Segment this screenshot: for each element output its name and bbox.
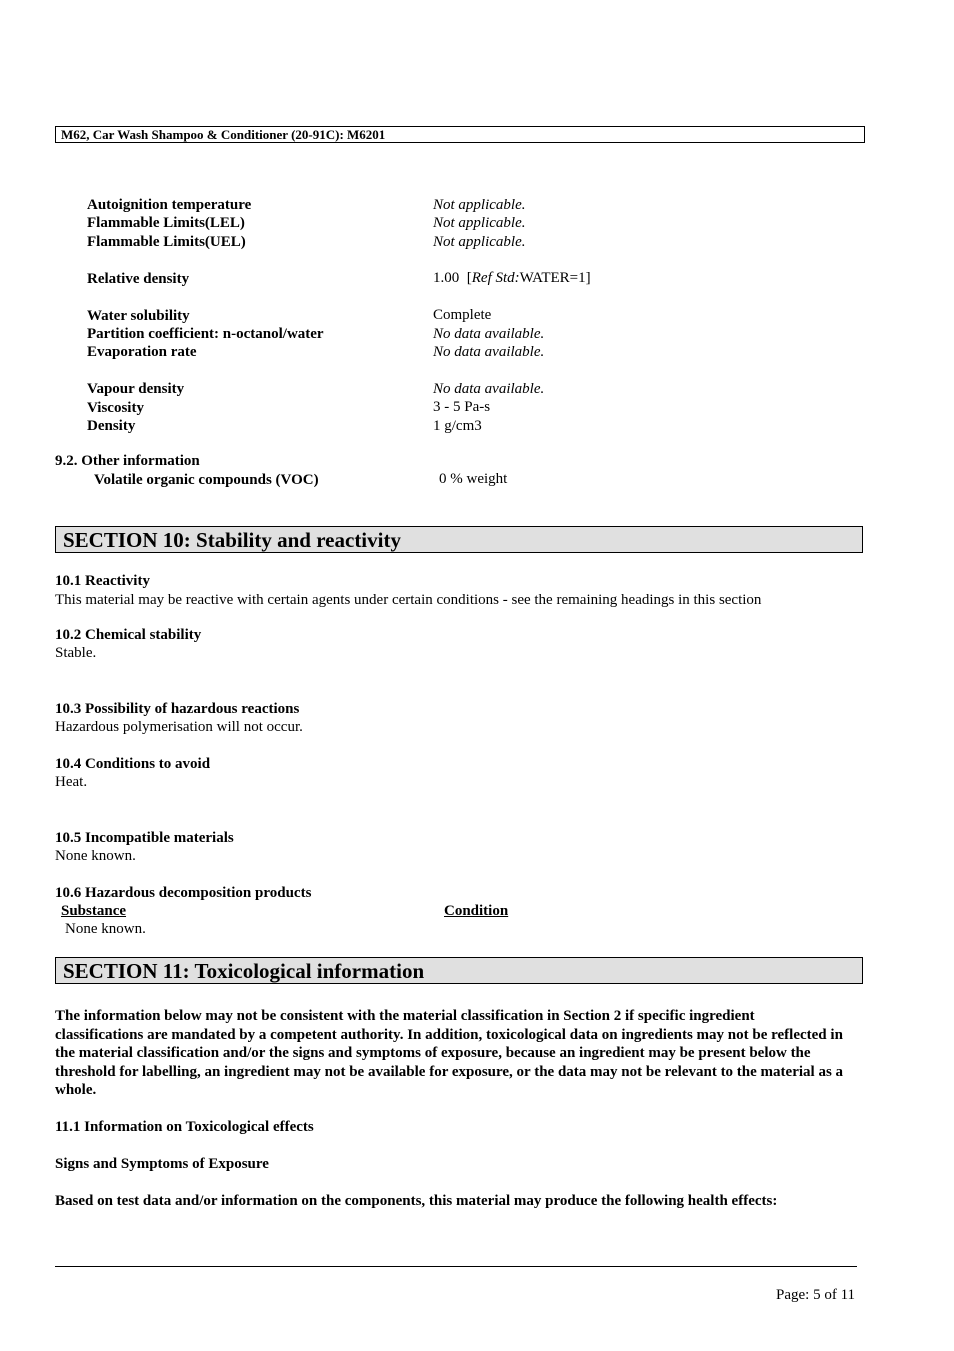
- health-effects-text: Based on test data and/or information on the components, this material may produce the following health effects:: [55, 1193, 778, 1209]
- vapour-density-value: No data available.: [433, 381, 545, 397]
- other-info-heading: 9.2. Other information: [55, 453, 200, 469]
- document-header: [55, 126, 865, 143]
- signs-symptoms-heading: Signs and Symptoms of Exposure: [55, 1156, 269, 1172]
- density-value: 1 g/cm3: [433, 418, 482, 434]
- water-solubility-label: Water solubility: [87, 308, 190, 324]
- partition-coefficient-value: No data available.: [433, 326, 545, 342]
- conditions-to-avoid-text: Heat.: [55, 774, 88, 790]
- autoignition-label: Autoignition temperature: [87, 197, 252, 213]
- flammable-lel-label: Flammable Limits(LEL): [87, 215, 245, 231]
- water-solubility-value: Complete: [433, 307, 492, 323]
- evaporation-rate-label: Evaporation rate: [87, 344, 197, 360]
- autoignition-value: Not applicable.: [433, 197, 526, 213]
- voc-value: 0 % weight: [439, 471, 508, 487]
- relative-density-value: 1.00 [Ref Std:WATER=1]: [433, 270, 591, 286]
- flammable-uel-label: Flammable Limits(UEL): [87, 234, 246, 250]
- substance-column-header: Substance: [61, 903, 127, 919]
- condition-column-header: Condition: [444, 903, 509, 919]
- decomposition-row-value: None known.: [65, 921, 146, 937]
- page-number: Page: 5 of 11: [776, 1287, 856, 1303]
- incompatible-materials-heading: 10.5 Incompatible materials: [55, 830, 234, 846]
- chemical-stability-text: Stable.: [55, 645, 97, 661]
- hazardous-reactions-text: Hazardous polymerisation will not occur.: [55, 719, 303, 735]
- toxicology-intro: The information below may not be consistent with the material classification in Section 2 if specific ingredient classifications are mandated by a competent authority. In addition, toxicological data on ingredients may not be reflected in the material classification and/or the signs and symptoms of exposure, because an ingredient may be present below the threshold for labelling, an ingredient may not be available for exposure, or the data may not be relevant to the material as a whole.: [55, 1008, 844, 1099]
- viscosity-label: Viscosity: [87, 400, 144, 416]
- toxicological-effects-heading: 11.1 Information on Toxicological effects: [55, 1119, 314, 1135]
- section-10-header: [55, 526, 863, 553]
- decomposition-heading: 10.6 Hazardous decomposition products: [55, 885, 312, 901]
- evaporation-rate-value: No data available.: [433, 344, 545, 360]
- vapour-density-label: Vapour density: [87, 381, 185, 397]
- chemical-stability-heading: 10.2 Chemical stability: [55, 627, 202, 643]
- incompatible-materials-text: None known.: [55, 848, 136, 864]
- conditions-to-avoid-heading: 10.4 Conditions to avoid: [55, 756, 211, 772]
- section-10-title: SECTION 10: Stability and reactivity: [63, 528, 401, 552]
- reactivity-text: This material may be reactive with certain agents under certain conditions - see the remaining headings in this section: [55, 592, 762, 608]
- section-11-title: SECTION 11: Toxicological information: [63, 959, 425, 983]
- flammable-uel-value: Not applicable.: [433, 234, 526, 250]
- density-label: Density: [87, 418, 136, 434]
- product-title: M62, Car Wash Shampoo & Conditioner (20-91C): M6201: [61, 127, 386, 142]
- partition-coefficient-label: Partition coefficient: n-octanol/water: [87, 326, 324, 342]
- flammable-lel-value: Not applicable.: [433, 215, 526, 231]
- section-11-header: [55, 957, 863, 984]
- hazardous-reactions-heading: 10.3 Possibility of hazardous reactions: [55, 701, 300, 717]
- relative-density-label: Relative density: [87, 271, 190, 287]
- footer-divider: [55, 1266, 857, 1267]
- viscosity-value: 3 - 5 Pa-s: [433, 399, 491, 415]
- reactivity-heading: 10.1 Reactivity: [55, 573, 150, 589]
- voc-label: Volatile organic compounds (VOC): [94, 472, 319, 488]
